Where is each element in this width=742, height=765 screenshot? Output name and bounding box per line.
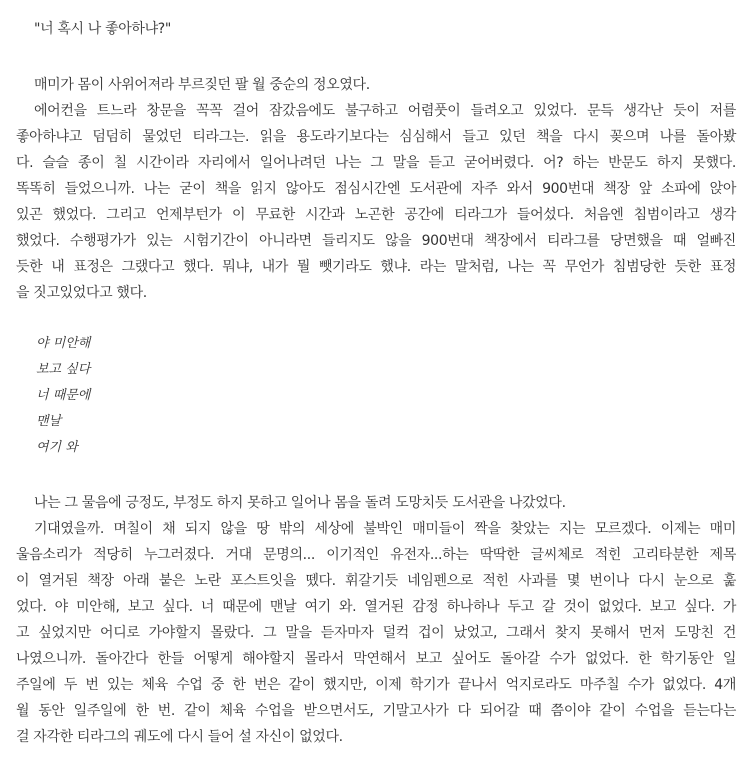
paragraph-2-line-1: 에어컨을 트느라 창문을 꼭꼭 걸어 잠갔음에도 불구하고 어렴풋이 들려오고 있었다. 문득 생각난 듯이 저를	[34, 103, 736, 119]
poem-line-1: 야 미안해	[36, 336, 91, 351]
paragraph-2-line-8: 을 짓고있었다고 했다.	[16, 285, 147, 301]
poem-line-3: 너 때문에	[36, 388, 91, 403]
paragraph-2-line-2: 좋아하냐고 덤덤히 물었던 티라그는. 읽을 용도라기보다는 심심해서 들고 있던 책을 다시 꽂으며 나를 돌아봤	[16, 129, 736, 145]
paragraph-2-line-6: 했었다. 수행평가가 있는 시험기간이 아니라면 들리지도 않을 900번대 책장에서 티라그를 당면했을 때 얼빠진	[16, 233, 736, 249]
poem-line-4: 맨날	[36, 414, 62, 429]
opening-quote: "너 혹시 나 좋아하냐?"	[34, 21, 171, 37]
paragraph-4-line-1: 기대였을까. 며칠이 채 되지 않을 땅 밖의 세상에 불박인 매미들이 짝을 찾았는 지는 모르겠다. 이제는 매미	[34, 521, 736, 537]
paragraph-4-line-5: 고 싶었지만 어디로 가야할지 몰랐다. 그 말을 듣자마자 덜컥 겁이 났었고, 그래서 찾지 못해서 먼저 도망친 건	[16, 625, 736, 641]
paragraph-1-line-1: 매미가 몸이 사위어져라 부르짖던 팔 월 중순의 정오였다.	[34, 77, 370, 93]
paragraph-4-line-6: 나였으니까. 돌아간다 한들 어떻게 해야할지 몰라서 막연해서 보고 싶어도 돌아갈 수가 없었다. 한 학기동안 일	[16, 651, 736, 667]
paragraph-4-line-8: 월 동안 일주일에 한 번. 같이 체육 수업을 받으면서도, 기말고사가 다 되어갈 때 쯤이야 같이 수업을 듣는다는	[16, 703, 736, 719]
paragraph-4-line-2: 울음소리가 적당히 누그러졌다. 거대 문명의... 이기적인 유전자...하는 딱딱한 글씨체로 적힌 고리타분한 제목	[16, 547, 736, 563]
paragraph-2-line-3: 다. 슬슬 종이 칠 시간이라 자리에서 일어나려던 나는 그 말을 듣고 굳어버렸다. 어? 하는 반문도 하지 못했다.	[16, 155, 736, 171]
poem-line-5: 여기 와	[36, 440, 78, 455]
paragraph-4-line-7: 주일에 두 번 있는 체육 수업 중 한 번은 같이 했지만, 이제 학기가 끝나서 억지로라도 마주칠 수가 없었다. 4개	[16, 677, 736, 693]
paragraph-4-line-4: 었다. 야 미안해, 보고 싶다. 너 때문에 맨날 여기 와. 열거된 감정 하나하나 두고 갈 것이 없었다. 보고 싶다. 가	[16, 599, 736, 615]
poem-line-2: 보고 싶다	[36, 362, 91, 377]
paragraph-2-line-7: 듯한 내 표정은 그랬다고 했다. 뭐냐, 내가 뭘 뺏기라도 했냐. 라는 말처럼, 나는 꼭 무언가 침범당한 듯한 표정	[16, 259, 736, 275]
paragraph-4-line-9: 걸 자각한 티라그의 궤도에 다시 들어 설 자신이 없었다.	[16, 729, 343, 745]
paragraph-3-line-1: 나는 그 물음에 긍정도, 부정도 하지 못하고 일어나 몸을 돌려 도망치듯 도서관을 나갔었다.	[34, 495, 566, 511]
paragraph-2-line-5: 있곤 했었다. 그리고 언제부턴가 이 무료한 시간과 노곤한 공간에 티라그가 들어섰다. 처음엔 침범이라고 생각	[16, 207, 736, 223]
paragraph-2-line-4: 똑똑히 들었으니까. 나는 굳이 책을 읽지 않아도 점심시간엔 도서관에 자주 와서 900번대 책장 앞 소파에 앉아	[16, 181, 736, 197]
paragraph-4-line-3: 이 열거된 책장 아래 붙은 노란 포스트잇을 뗐다. 휘갈기듯 네임펜으로 적힌 사과를 몇 번이나 다시 눈으로 훑	[16, 573, 736, 589]
